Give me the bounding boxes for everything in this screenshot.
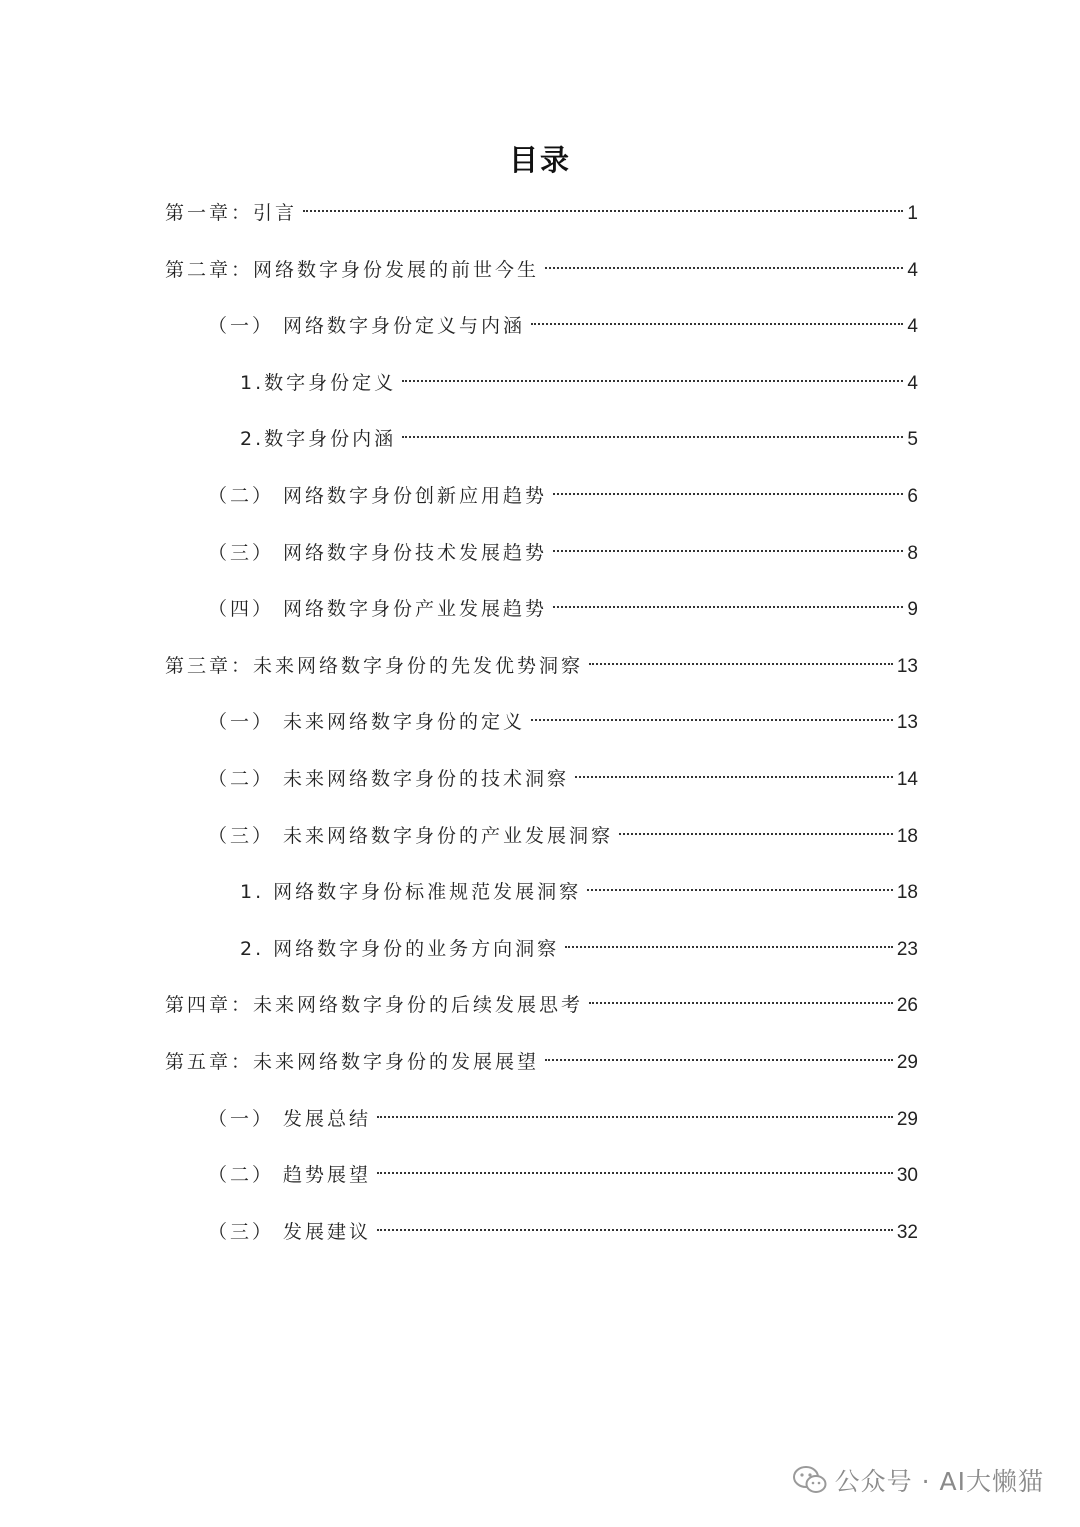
toc-dot-leader (589, 663, 893, 665)
toc-entry[interactable] (208, 1158, 918, 1192)
toc-entry-label: （三） 发展建议 (208, 1221, 372, 1243)
toc-entry-page-number: 5 (907, 429, 918, 450)
toc-dot-leader (402, 380, 903, 382)
toc-dot-leader (553, 550, 903, 552)
toc-entry-label: 1. 网络数字身份标准规范发展洞察 (240, 881, 582, 903)
toc-entry-page-number: 30 (896, 1165, 918, 1186)
toc-entry-label: 第二章：网络数字身份发展的前世今生 (165, 259, 540, 281)
toc-entry[interactable] (240, 366, 918, 400)
toc-entry-page-number: 4 (907, 373, 918, 394)
toc-entry[interactable] (208, 705, 918, 739)
watermark-text: 公众号 · AI大懒猫 (834, 1467, 1044, 1496)
toc-dot-leader (545, 1059, 893, 1061)
toc-entry-page-number: 6 (907, 486, 918, 507)
toc-entry-page-number: 23 (896, 939, 918, 960)
toc-entry[interactable] (208, 819, 918, 853)
toc-entry-page-number: 18 (896, 826, 918, 847)
toc-entry[interactable] (208, 536, 918, 570)
toc-entry-label: （一） 未来网络数字身份的定义 (208, 711, 526, 733)
toc-dot-leader (377, 1229, 893, 1231)
toc-entry[interactable] (208, 1215, 918, 1249)
toc-entry-label: （二） 趋势展望 (208, 1164, 372, 1186)
toc-dot-leader (377, 1116, 893, 1118)
toc-entry[interactable] (208, 762, 918, 796)
toc-entry-label: （三） 网络数字身份技术发展趋势 (208, 542, 548, 564)
toc-dot-leader (619, 833, 893, 835)
toc-dot-leader (377, 1172, 893, 1174)
page-title: 目录 (508, 143, 571, 177)
toc-entry[interactable] (208, 592, 918, 626)
toc-entry-page-number: 9 (907, 599, 918, 620)
toc-entry[interactable] (240, 932, 918, 966)
toc-entry[interactable] (165, 649, 918, 683)
toc-dot-leader (587, 889, 893, 891)
toc-dot-leader (565, 946, 893, 948)
toc-dot-leader (531, 323, 903, 325)
toc-entry-label: （一） 发展总结 (208, 1108, 372, 1130)
toc-entry-label: 第四章：未来网络数字身份的后续发展思考 (165, 994, 584, 1016)
toc-dot-leader (402, 436, 903, 438)
toc-entry-label: 2.数字身份内涵 (240, 428, 397, 450)
toc-entry-label: 1.数字身份定义 (240, 372, 397, 394)
toc-entry-label: （二） 未来网络数字身份的技术洞察 (208, 768, 570, 790)
toc-dot-leader (553, 493, 903, 495)
toc-dot-leader (303, 210, 903, 212)
toc-dot-leader (575, 776, 893, 778)
toc-entry[interactable] (208, 1102, 918, 1136)
toc-entry[interactable] (165, 988, 918, 1022)
toc-entry-page-number: 13 (896, 656, 918, 677)
toc-entry-label: 第三章：未来网络数字身份的先发优势洞察 (165, 655, 584, 677)
toc-entry-page-number: 8 (907, 543, 918, 564)
toc-entry[interactable] (165, 253, 918, 287)
toc-dot-leader (589, 1002, 893, 1004)
wechat-icon (793, 1465, 827, 1495)
watermark (793, 1462, 1044, 1498)
toc-entry-page-number: 13 (896, 712, 918, 733)
toc-entry-page-number: 32 (896, 1222, 918, 1243)
toc-entry-page-number: 26 (896, 995, 918, 1016)
toc-entry[interactable] (208, 479, 918, 513)
toc-entry-page-number: 1 (907, 203, 918, 224)
toc-entry-label: （二） 网络数字身份创新应用趋势 (208, 485, 548, 507)
toc-entry[interactable] (240, 422, 918, 456)
toc-entry-label: （一） 网络数字身份定义与内涵 (208, 315, 526, 337)
toc-entry-label: 第五章：未来网络数字身份的发展展望 (165, 1051, 540, 1073)
toc-entry-label: 2. 网络数字身份的业务方向洞察 (240, 938, 560, 960)
toc-entry[interactable] (165, 1045, 918, 1079)
toc-entry-page-number: 14 (896, 769, 918, 790)
toc-entry[interactable] (165, 196, 918, 230)
toc-entry[interactable] (208, 309, 918, 343)
toc-entry-page-number: 4 (907, 316, 918, 337)
toc-entry-label: （三） 未来网络数字身份的产业发展洞察 (208, 825, 614, 847)
toc-entry-page-number: 18 (896, 882, 918, 903)
toc-entry-label: 第一章：引言 (165, 202, 298, 224)
toc-entry-page-number: 29 (896, 1109, 918, 1130)
toc-entry[interactable] (240, 875, 918, 909)
toc-entry-label: （四） 网络数字身份产业发展趋势 (208, 598, 548, 620)
toc-dot-leader (553, 606, 903, 608)
toc-entry-page-number: 4 (907, 260, 918, 281)
toc-entry-page-number: 29 (896, 1052, 918, 1073)
toc-dot-leader (531, 719, 893, 721)
toc-dot-leader (545, 267, 903, 269)
